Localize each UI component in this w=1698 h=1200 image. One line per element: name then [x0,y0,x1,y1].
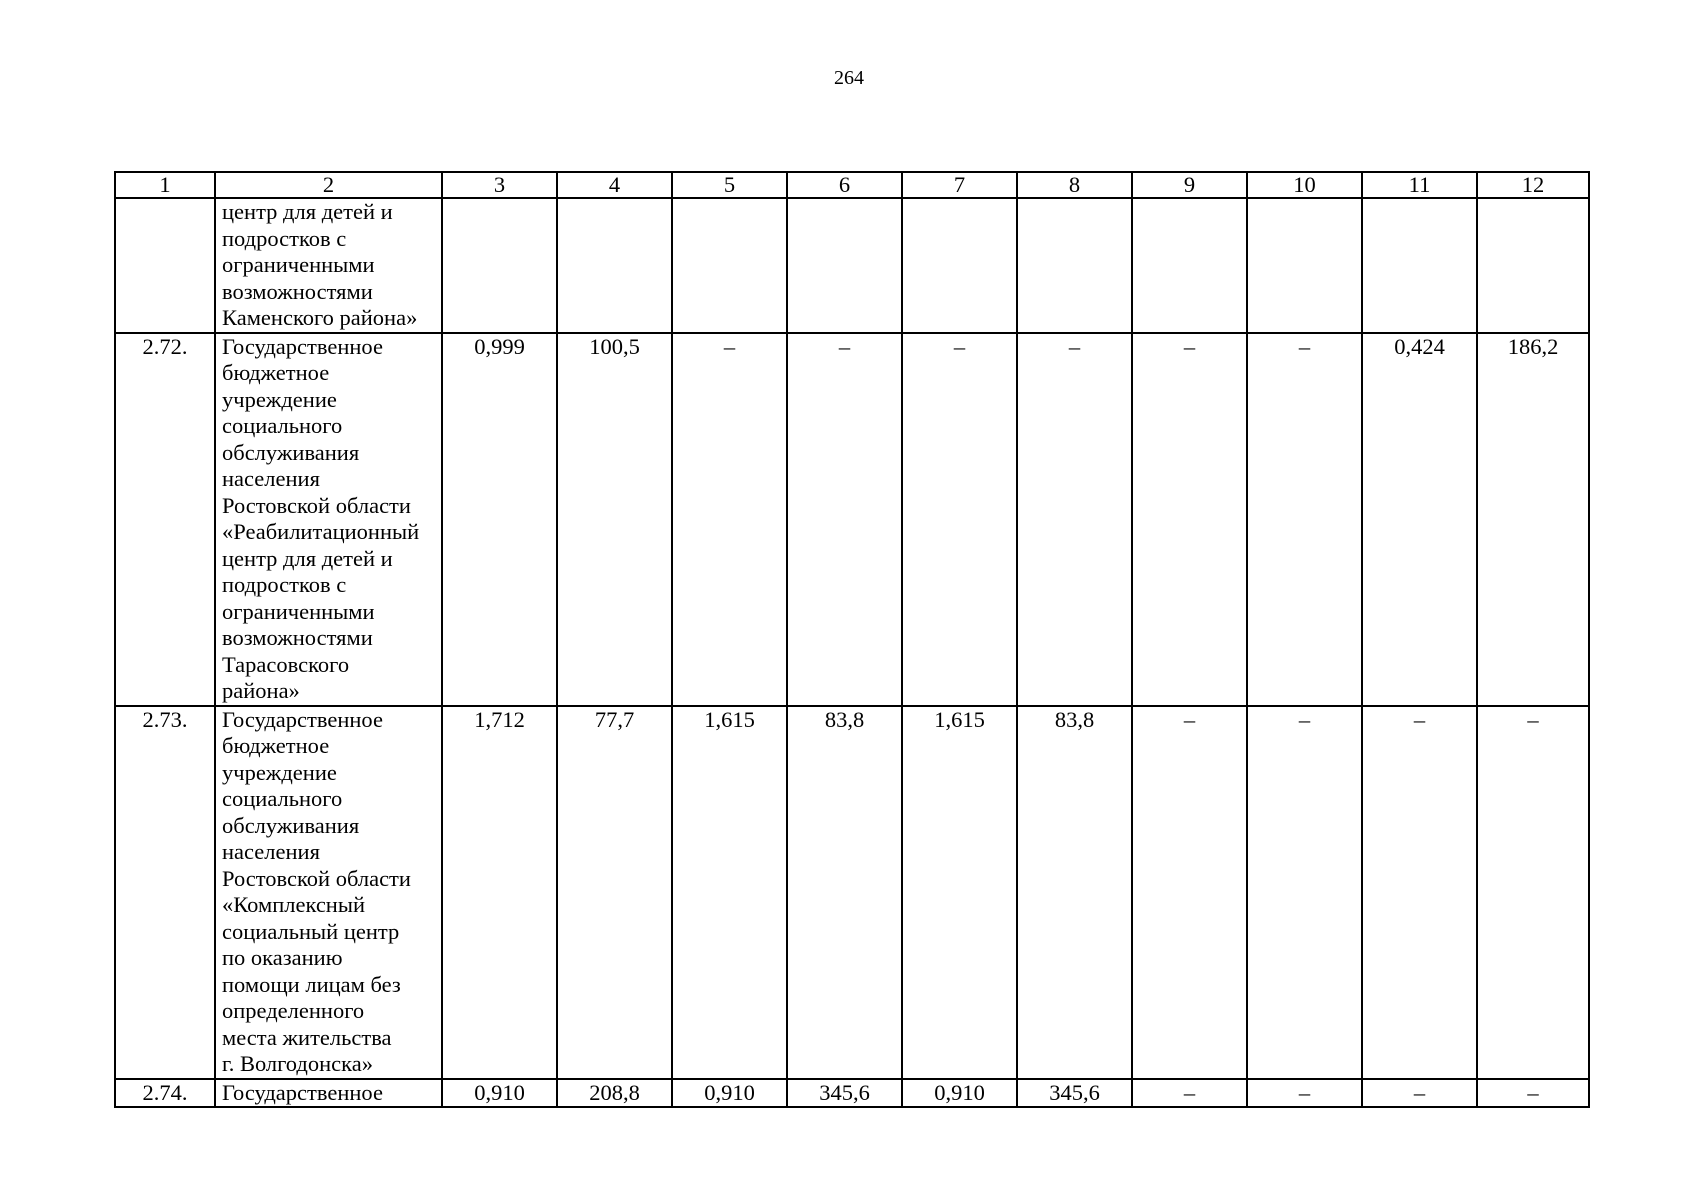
institution-name-line: подростков с [222,225,347,251]
institution-name-line: бюджетное [222,733,330,758]
institution-name-line: помощи лицам без [222,971,401,997]
table-row [115,198,1589,333]
value-cell-col-10: – [1247,1079,1362,1108]
institution-name-line: учреждение [222,759,337,785]
institution-name-line: обслуживания [222,812,360,838]
institution-name-line: места жительства [222,1024,392,1050]
institution-name-line: населения [222,466,320,491]
header-cell-7: 7 [902,172,1017,198]
value-cell-col-5: – [672,333,787,706]
value-cell-col-5: 1,615 [672,706,787,1079]
table-row [115,333,1589,706]
value-cell-col-6 [787,198,902,333]
institution-name-line: возможностями [222,278,373,304]
institution-name-line: Ростовской области [222,492,411,518]
data-table-container [114,171,1590,1108]
header-cell-12: 12 [1477,172,1589,198]
row-number-cell [115,198,215,333]
institution-name-line: Тарасовского [222,651,350,677]
data-table [114,171,1590,1108]
value-cell-col-7: 1,615 [902,706,1017,1079]
table-body [115,172,1589,1107]
value-cell-col-3: 1,712 [442,706,557,1079]
value-cell-col-12: – [1477,706,1589,1079]
institution-name-line: обслуживания [222,439,360,465]
institution-name-line: определенного [222,998,365,1023]
institution-name-cell [215,1079,442,1108]
institution-name-line: Государственное [222,333,383,359]
value-cell-col-7: – [902,333,1017,706]
institution-name-line: социального [222,786,343,811]
table-row [115,1079,1589,1108]
value-cell-col-5 [672,198,787,333]
value-cell-col-9: – [1132,706,1247,1079]
value-cell-col-9: – [1132,1079,1247,1108]
header-cell-5: 5 [672,172,787,198]
value-cell-col-5: 0,910 [672,1079,787,1108]
institution-name-line: «Комплексный [222,892,366,917]
institution-name-line: г. Волгодонска» [222,1051,373,1076]
value-cell-col-11: 0,424 [1362,333,1477,706]
row-number-cell: 2.74. [115,1079,215,1108]
header-cell-6: 6 [787,172,902,198]
row-number-cell: 2.73. [115,706,215,1079]
value-cell-col-6: 345,6 [787,1079,902,1108]
table-header-row [115,172,1589,198]
value-cell-col-9 [1132,198,1247,333]
institution-name-line: центр для детей и [222,199,393,224]
institution-name-cell [215,198,442,333]
value-cell-col-3: 0,910 [442,1079,557,1108]
institution-name-line: «Реабилитационный [222,519,420,544]
value-cell-col-10: – [1247,333,1362,706]
institution-name-line: Государственное [222,706,383,732]
institution-name-cell [215,333,442,706]
header-cell-11: 11 [1362,172,1477,198]
value-cell-col-8: 83,8 [1017,706,1132,1079]
institution-name-cell [215,706,442,1079]
value-cell-col-6: 83,8 [787,706,902,1079]
value-cell-col-4: 77,7 [557,706,672,1079]
institution-name-line: подростков с [222,572,347,597]
value-cell-col-8: – [1017,333,1132,706]
institution-name-line: Каменского района» [222,305,418,330]
value-cell-col-12: 186,2 [1477,333,1589,706]
institution-name-line: центр для детей и [222,545,393,571]
value-cell-col-4 [557,198,672,333]
value-cell-col-10: – [1247,706,1362,1079]
header-cell-1: 1 [115,172,215,198]
value-cell-col-8: 345,6 [1017,1079,1132,1108]
value-cell-col-3: 0,999 [442,333,557,706]
value-cell-col-3 [442,198,557,333]
value-cell-col-10 [1247,198,1362,333]
value-cell-col-9: – [1132,333,1247,706]
institution-name-line: социальный центр [222,918,400,944]
institution-name-line: Государственное [222,1079,383,1105]
value-cell-col-6: – [787,333,902,706]
institution-name-line: бюджетное [222,360,330,385]
value-cell-col-7: 0,910 [902,1079,1017,1108]
header-cell-3: 3 [442,172,557,198]
value-cell-col-12: – [1477,1079,1589,1108]
value-cell-col-11 [1362,198,1477,333]
value-cell-col-4: 100,5 [557,333,672,706]
value-cell-col-11: – [1362,706,1477,1079]
institution-name-line: Ростовской области [222,865,411,891]
header-cell-10: 10 [1247,172,1362,198]
institution-name-line: ограниченными [222,252,375,277]
header-cell-2: 2 [215,172,442,198]
header-cell-8: 8 [1017,172,1132,198]
institution-name-line: учреждение [222,386,337,412]
value-cell-col-12 [1477,198,1589,333]
row-number-cell: 2.72. [115,333,215,706]
institution-name-line: ограниченными [222,598,375,624]
value-cell-col-4: 208,8 [557,1079,672,1108]
table-row [115,706,1589,1079]
value-cell-col-7 [902,198,1017,333]
institution-name-line: района» [222,678,300,703]
institution-name-line: по оказанию [222,945,343,970]
institution-name-line: социального [222,413,343,438]
page-number: 264 [834,67,864,89]
header-cell-9: 9 [1132,172,1247,198]
header-cell-4: 4 [557,172,672,198]
institution-name-line: населения [222,839,320,864]
institution-name-line: возможностями [222,625,373,650]
value-cell-col-11: – [1362,1079,1477,1108]
value-cell-col-8 [1017,198,1132,333]
